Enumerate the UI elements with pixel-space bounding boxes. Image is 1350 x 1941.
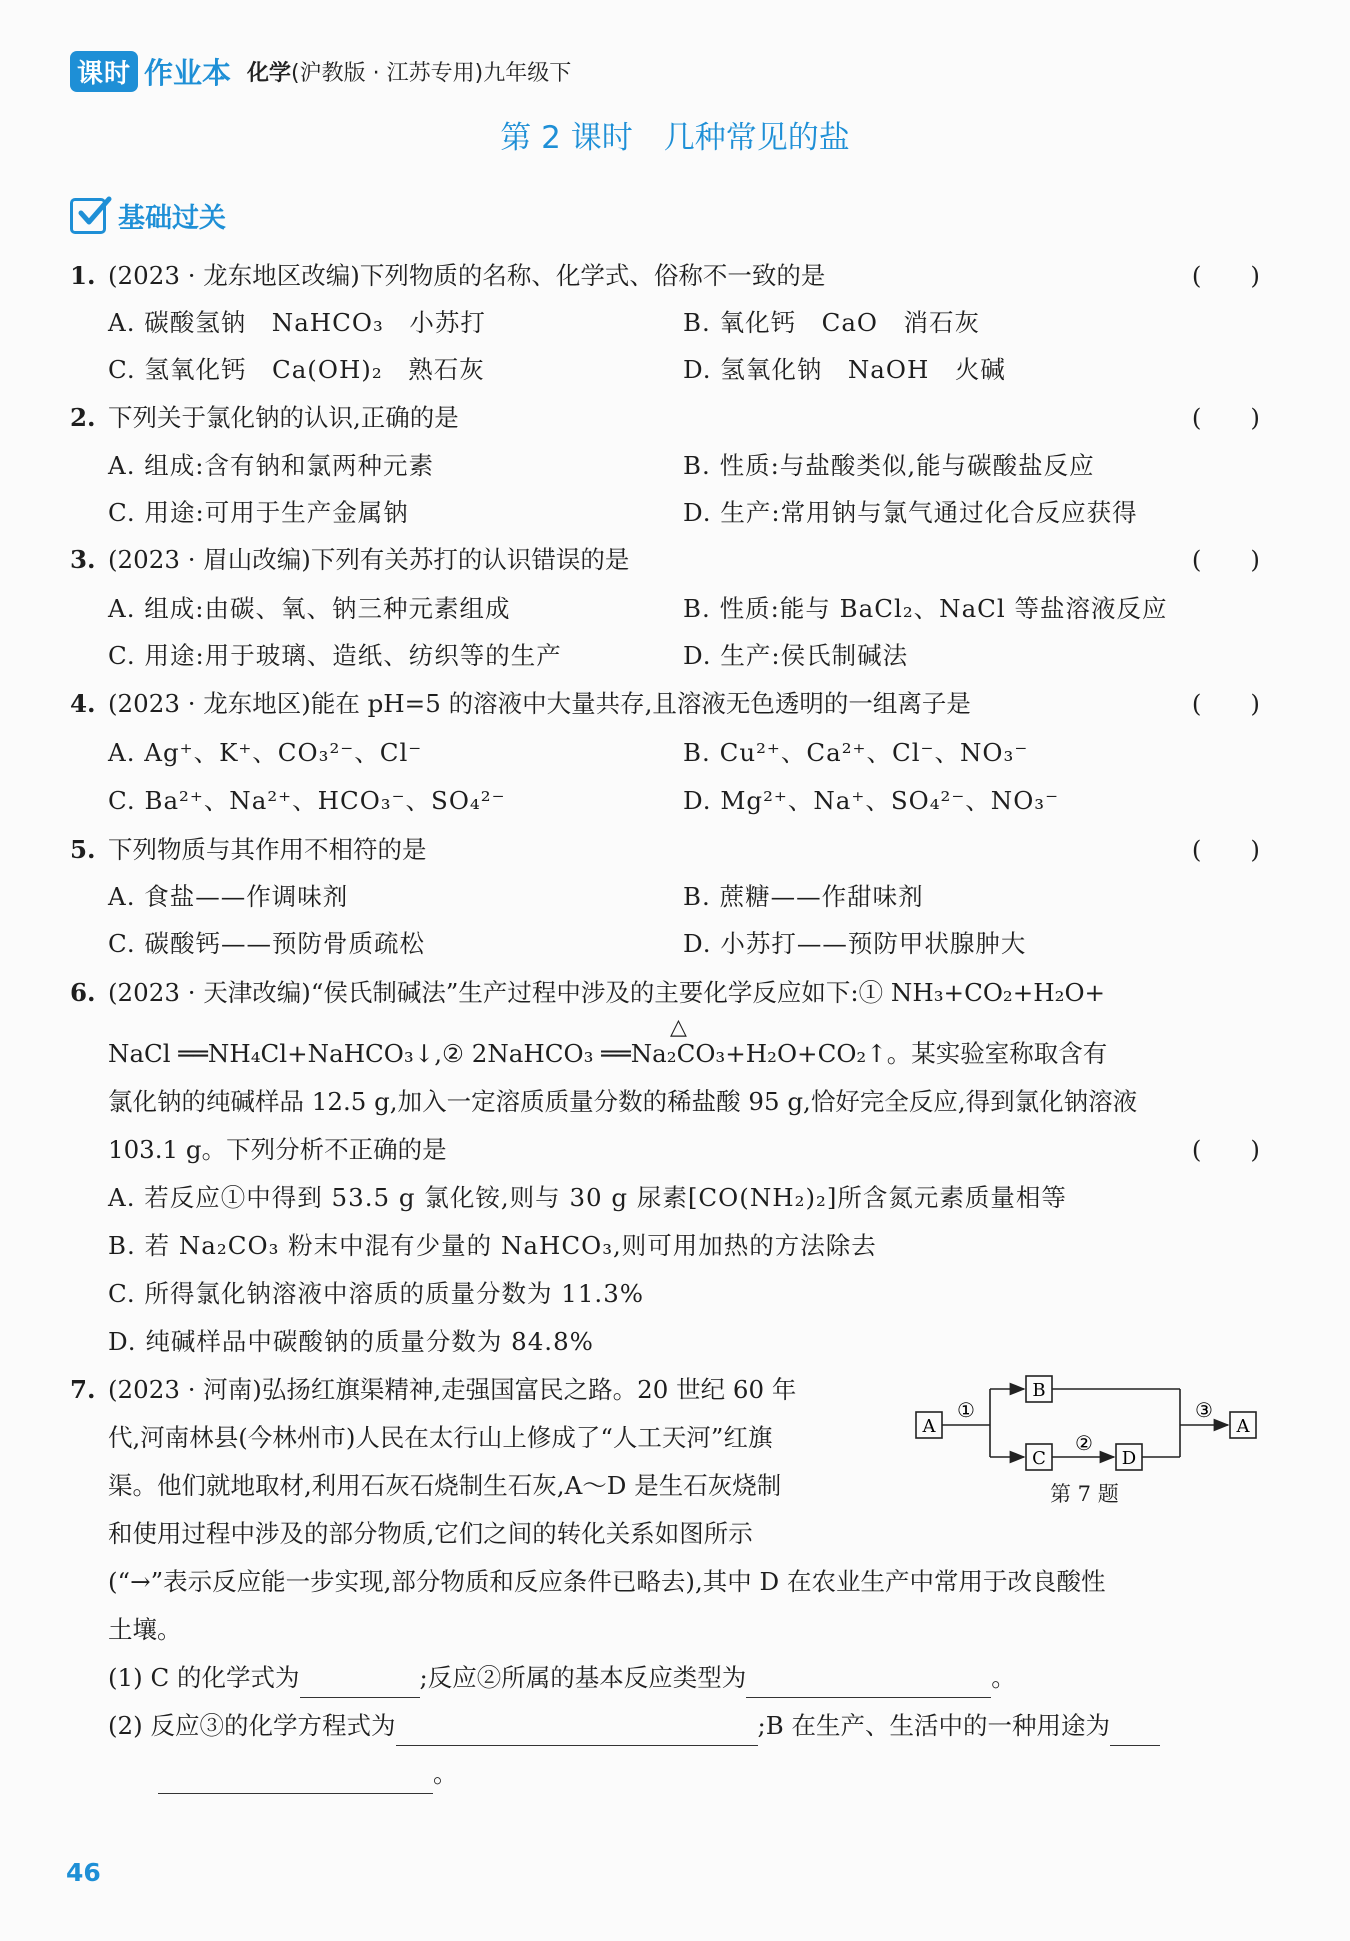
q2-option-a: A. 组成:含有钠和氯两种元素 xyxy=(108,451,435,480)
q5-option-c: C. 碳酸钙——预防骨质疏松 xyxy=(108,929,425,958)
question-7-sub-1 xyxy=(108,1658,1260,1698)
sub-question-text: (2) 反应③的化学方程式为 xyxy=(108,1711,396,1740)
question-number: 2. xyxy=(70,403,96,432)
node-a: A xyxy=(922,1416,936,1437)
q6-option-b: B. 若 Na₂CO₃ 粉末中混有少量的 NaHCO₃,则可用加热的方法除去 xyxy=(108,1231,877,1260)
book-name: 作业本 xyxy=(144,55,232,90)
checkbox-icon xyxy=(70,198,106,234)
sub-question-text: ;反应②所属的基本反应类型为 xyxy=(419,1663,747,1692)
question-text: 下列物质与其作用不相符的是 xyxy=(108,835,427,864)
question-6-line-3: 氯化钠的纯碱样品 12.5 g,加入一定溶质质量分数的稀盐酸 95 g,恰好完全反应,得到氯化钠溶液 xyxy=(108,1087,1138,1116)
answer-blank[interactable] xyxy=(300,1669,420,1698)
question-text: 下列关于氯化钠的认识,正确的是 xyxy=(108,403,459,432)
q1-option-b: B. 氧化钙 CaO 消石灰 xyxy=(683,308,981,337)
reaction-equations: NaCl ══NH₄Cl+NaHCO₃↓,② 2NaHCO₃ ══Na₂CO₃+H₂O+CO₂↑。某实验室称取含有 xyxy=(108,1039,1108,1068)
question-7-sub-2-cont xyxy=(108,1754,1260,1794)
edition: (沪教版 · 江苏专用)九年级下 xyxy=(291,60,572,86)
question-5-stem xyxy=(70,830,1260,870)
node-a2: A xyxy=(1236,1416,1250,1437)
question-7-line-5: (“→”表示反应能一步实现,部分物质和反应条件已略去),其中 D 在农业生产中常用于改良酸性 xyxy=(108,1567,1106,1596)
question-7-line-3: 渠。他们就地取材,利用石灰石烧制生石灰,A～D 是生石灰烧制 xyxy=(108,1471,782,1500)
question-number: 7. xyxy=(70,1375,96,1404)
question-3-stem xyxy=(70,540,1260,580)
header xyxy=(70,48,571,94)
subject-line xyxy=(247,56,571,87)
q1-option-c: C. 氢氧化钙 Ca(OH)₂ 熟石灰 xyxy=(108,355,485,384)
q6-option-c: C. 所得氯化钠溶液中溶质的质量分数为 11.3% xyxy=(108,1279,645,1308)
sub-question-text: 。 xyxy=(991,1663,1016,1692)
section-title: 基础过关 xyxy=(118,203,226,234)
q3-option-b: B. 性质:能与 BaCl₂、NaCl 等盐溶液反应 xyxy=(683,594,1168,623)
sub-question-text: 。 xyxy=(433,1759,458,1788)
node-c: C xyxy=(1032,1448,1046,1469)
q4-option-d: D. Mg²⁺、Na⁺、SO₄²⁻、NO₃⁻ xyxy=(683,786,1060,815)
q4-option-a: A. Ag⁺、K⁺、CO₃²⁻、Cl⁻ xyxy=(108,738,423,767)
question-1-stem xyxy=(70,256,1260,296)
reaction-1-label: ① xyxy=(957,1398,975,1422)
question-text: (2023 · 河南)弘扬红旗渠精神,走强国富民之路。20 世纪 60 年 xyxy=(108,1375,797,1404)
reaction-2-label: ② xyxy=(1075,1431,1093,1455)
question-7-line-1 xyxy=(70,1370,910,1410)
answer-blank[interactable] xyxy=(746,1669,991,1698)
q5-option-a: A. 食盐——作调味剂 xyxy=(108,882,349,911)
answer-bracket: ( ) xyxy=(1191,403,1260,432)
question-7-line-2: 代,河南林县(今林州市)人民在太行山上修成了“人工天河”红旗 xyxy=(108,1423,773,1452)
section-header xyxy=(70,196,226,235)
answer-blank[interactable] xyxy=(1110,1717,1160,1746)
question-text: (2023 · 龙东地区)能在 pH=5 的溶液中大量共存,且溶液无色透明的一组离子是 xyxy=(108,689,971,718)
q2-option-b: B. 性质:与盐酸类似,能与碳酸盐反应 xyxy=(683,451,1095,480)
question-6-line-4 xyxy=(108,1130,1260,1170)
q3-option-a: A. 组成:由碳、氧、钠三种元素组成 xyxy=(108,594,511,623)
q5-option-d: D. 小苏打——预防甲状腺肿大 xyxy=(683,929,1027,958)
question-4-stem xyxy=(70,684,1260,724)
q1-option-d: D. 氢氧化钠 NaOH 火碱 xyxy=(683,355,1006,384)
q2-option-c: C. 用途:可用于生产金属钠 xyxy=(108,498,409,527)
q5-option-b: B. 蔗糖——作甜味剂 xyxy=(683,882,924,911)
question-number: 1. xyxy=(70,261,96,290)
answer-bracket: ( ) xyxy=(1191,689,1260,718)
question-text: (2023 · 天津改编)“侯氏制碱法”生产过程中涉及的主要化学反应如下:① NH₃+CO₂+H₂O+ xyxy=(108,978,1106,1007)
question-text: 103.1 g。下列分析不正确的是 xyxy=(108,1135,447,1164)
subject: 化学 xyxy=(247,60,292,86)
page-number: 46 xyxy=(66,1858,101,1887)
node-d: D xyxy=(1121,1448,1137,1469)
page-title: 第 2 课时 几种常见的盐 xyxy=(500,120,850,156)
question-7-line-6: 土壤。 xyxy=(108,1615,182,1644)
q2-option-d: D. 生产:常用钠与氯气通过化合反应获得 xyxy=(683,498,1138,527)
logo xyxy=(70,51,231,92)
heat-symbol: △ xyxy=(670,1015,687,1040)
sub-question-text: ;B 在生产、生活中的一种用途为 xyxy=(757,1711,1111,1740)
q1-option-a: A. 碳酸氢钠 NaHCO₃ 小苏打 xyxy=(108,308,486,337)
q6-option-d: D. 纯碱样品中碳酸钠的质量分数为 84.8% xyxy=(108,1327,594,1356)
q4-option-c: C. Ba²⁺、Na²⁺、HCO₃⁻、SO₄²⁻ xyxy=(108,786,506,815)
q6-option-a: A. 若反应①中得到 53.5 g 氯化铵,则与 30 g 尿素[CO(NH₂)₂]所含氮元素质量相等 xyxy=(108,1183,1067,1212)
question-number: 5. xyxy=(70,835,96,864)
answer-bracket: ( ) xyxy=(1191,261,1260,290)
question-text: (2023 · 龙东地区改编)下列物质的名称、化学式、俗称不一致的是 xyxy=(108,261,826,290)
answer-bracket: ( ) xyxy=(1191,1135,1260,1164)
question-7-line-4: 和使用过程中涉及的部分物质,它们之间的转化关系如图所示 xyxy=(108,1519,753,1548)
question-6-line-1 xyxy=(70,973,1260,1013)
q3-option-d: D. 生产:侯氏制碱法 xyxy=(683,641,909,670)
answer-blank[interactable] xyxy=(158,1765,433,1794)
question-number: 4. xyxy=(70,689,96,718)
logo-badge: 课时 xyxy=(70,51,138,92)
sub-question-text: (1) C 的化学式为 xyxy=(108,1663,300,1692)
question-number: 3. xyxy=(70,545,96,574)
question-2-stem xyxy=(70,398,1260,438)
node-b: B xyxy=(1032,1380,1046,1401)
question-text: (2023 · 眉山改编)下列有关苏打的认识错误的是 xyxy=(108,545,630,574)
reaction-3-label: ③ xyxy=(1195,1398,1213,1422)
question-7-sub-2 xyxy=(108,1706,1260,1746)
answer-bracket: ( ) xyxy=(1191,835,1260,864)
answer-blank[interactable] xyxy=(396,1717,758,1746)
figure-caption: 第 7 题 xyxy=(1050,1482,1119,1506)
q3-option-c: C. 用途:用于玻璃、造纸、纺织等的生产 xyxy=(108,641,562,670)
question-6-line-2 xyxy=(108,1015,1260,1074)
question-number: 6. xyxy=(70,978,96,1007)
answer-bracket: ( ) xyxy=(1191,545,1260,574)
q4-option-b: B. Cu²⁺、Ca²⁺、Cl⁻、NO₃⁻ xyxy=(683,738,1029,767)
